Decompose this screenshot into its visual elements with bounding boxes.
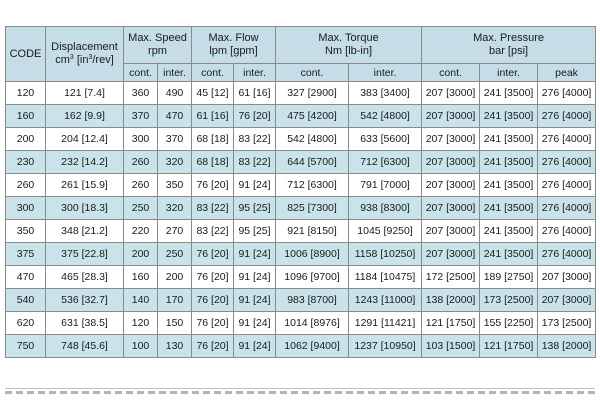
displacement-header [46,27,124,82]
pressure-peak-cell: 207 [3000] [538,289,596,312]
code-cell: 120 [6,82,46,105]
code-cell: 470 [6,266,46,289]
flow-cont-cell: 76 [20] [192,266,234,289]
table-body [6,82,596,358]
speed-inter-cell: 350 [158,174,192,197]
flow-inter-header: inter. [234,64,276,82]
pressure-cont-cell: 103 [1500] [422,335,480,358]
flow-inter-cell: 91 [24] [234,335,276,358]
pressure-cont-cell: 207 [3000] [422,174,480,197]
flow-cont-cell: 76 [20] [192,335,234,358]
table-row [6,243,596,266]
displacement-cell: 748 [45.6] [46,335,124,358]
speed-inter-cell: 130 [158,335,192,358]
table-row [6,312,596,335]
torque-cont-cell: 327 [2900] [276,82,349,105]
pressure-inter-cell: 241 [3500] [480,197,538,220]
speed-cont-cell: 120 [124,312,158,335]
table-row [6,289,596,312]
torque-inter-cell: 1184 [10475] [349,266,422,289]
speed-cont-cell: 250 [124,197,158,220]
flow-cont-cell: 61 [16] [192,105,234,128]
pressure-cont-cell: 207 [3000] [422,105,480,128]
pressure-cont-cell: 138 [2000] [422,289,480,312]
displacement-cell: 204 [12.4] [46,128,124,151]
pressure-peak-header: peak [538,64,596,82]
pressure-cont-cell: 207 [3000] [422,197,480,220]
code-cell: 540 [6,289,46,312]
torque-header: Max. Torque Nm [lb-in] [276,27,422,64]
torque-cont-cell: 921 [8150] [276,220,349,243]
pressure-inter-cell: 189 [2750] [480,266,538,289]
torque-cont-cell: 825 [7300] [276,197,349,220]
flow-inter-cell: 76 [20] [234,105,276,128]
flow-inter-cell: 91 [24] [234,243,276,266]
torque-inter-cell: 542 [4800] [349,105,422,128]
pressure-inter-cell: 173 [2500] [480,289,538,312]
speed-header: Max. Speed rpm [124,27,192,64]
torque-cont-cell: 644 [5700] [276,151,349,174]
speed-cont-cell: 160 [124,266,158,289]
speed-cont-cell: 140 [124,289,158,312]
pressure-peak-cell: 276 [4000] [538,128,596,151]
code-cell: 300 [6,197,46,220]
table-row [6,174,596,197]
speed-cont-cell: 220 [124,220,158,243]
speed-inter-header: inter. [158,64,192,82]
pressure-inter-cell: 241 [3500] [480,220,538,243]
speed-inter-cell: 470 [158,105,192,128]
pressure-inter-cell: 241 [3500] [480,151,538,174]
speed-inter-cell: 270 [158,220,192,243]
pressure-inter-cell: 155 [2250] [480,312,538,335]
torque-cont-cell: 475 [4200] [276,105,349,128]
torque-cont-cell: 1062 [9400] [276,335,349,358]
pressure-peak-cell: 276 [4000] [538,82,596,105]
code-cell: 260 [6,174,46,197]
speed-inter-cell: 200 [158,266,192,289]
table-row [6,151,596,174]
pressure-inter-cell: 241 [3500] [480,105,538,128]
pressure-peak-cell: 276 [4000] [538,174,596,197]
pressure-peak-cell: 138 [2000] [538,335,596,358]
code-cell: 350 [6,220,46,243]
flow-inter-cell: 91 [24] [234,289,276,312]
displacement-cell: 162 [9.9] [46,105,124,128]
torque-cont-cell: 1014 [8976] [276,312,349,335]
pressure-inter-cell: 121 [1750] [480,335,538,358]
table-row [6,335,596,358]
code-cell: 230 [6,151,46,174]
torque-cont-cell: 712 [6300] [276,174,349,197]
code-cell: 620 [6,312,46,335]
displacement-cell: 348 [21.2] [46,220,124,243]
pressure-cont-header: cont. [422,64,480,82]
flow-cont-cell: 83 [22] [192,197,234,220]
flow-inter-cell: 95 [25] [234,197,276,220]
displacement-cell: 631 [38.5] [46,312,124,335]
footnote-text-line [5,391,595,394]
table-row [6,82,596,105]
torque-inter-cell: 1243 [11000] [349,289,422,312]
torque-inter-cell: 712 [6300] [349,151,422,174]
code-cell: 375 [6,243,46,266]
code-cell: 160 [6,105,46,128]
flow-inter-cell: 83 [22] [234,151,276,174]
flow-cont-cell: 76 [20] [192,289,234,312]
flow-inter-cell: 91 [24] [234,174,276,197]
flow-cont-cell: 68 [18] [192,128,234,151]
torque-inter-header: inter. [349,64,422,82]
flow-header: Max. Flow lpm [gpm] [192,27,276,64]
flow-cont-cell: 76 [20] [192,312,234,335]
code-header: CODE [6,27,46,82]
flow-inter-cell: 61 [16] [234,82,276,105]
speed-inter-cell: 250 [158,243,192,266]
displacement-cell: 300 [18.3] [46,197,124,220]
table-row [6,128,596,151]
torque-inter-cell: 1237 [10950] [349,335,422,358]
pressure-cont-cell: 172 [2500] [422,266,480,289]
pressure-inter-cell: 241 [3500] [480,82,538,105]
table-row [6,105,596,128]
torque-cont-header: cont. [276,64,349,82]
pressure-peak-cell: 276 [4000] [538,105,596,128]
speed-inter-cell: 320 [158,197,192,220]
code-cell: 200 [6,128,46,151]
pressure-inter-cell: 241 [3500] [480,174,538,197]
torque-cont-cell: 983 [8700] [276,289,349,312]
flow-inter-cell: 91 [24] [234,266,276,289]
speed-inter-cell: 170 [158,289,192,312]
displacement-cell: 465 [28.3] [46,266,124,289]
footnote-rule [5,388,595,395]
specifications-table [5,26,596,358]
pressure-peak-cell: 207 [3000] [538,266,596,289]
table-header [6,27,596,82]
flow-inter-cell: 95 [25] [234,220,276,243]
displacement-cell: 232 [14.2] [46,151,124,174]
torque-inter-cell: 1291 [11421] [349,312,422,335]
pressure-cont-cell: 207 [3000] [422,151,480,174]
torque-inter-cell: 633 [5600] [349,128,422,151]
torque-inter-cell: 791 [7000] [349,174,422,197]
speed-cont-cell: 260 [124,174,158,197]
flow-cont-cell: 83 [22] [192,220,234,243]
pressure-inter-header: inter. [480,64,538,82]
torque-cont-cell: 1006 [8900] [276,243,349,266]
flow-cont-cell: 76 [20] [192,243,234,266]
pressure-peak-cell: 276 [4000] [538,151,596,174]
speed-cont-cell: 360 [124,82,158,105]
flow-cont-cell: 68 [18] [192,151,234,174]
displacement-cell: 261 [15.9] [46,174,124,197]
speed-inter-cell: 320 [158,151,192,174]
pressure-inter-cell: 241 [3500] [480,243,538,266]
pressure-peak-cell: 173 [2500] [538,312,596,335]
displacement-cell: 121 [7.4] [46,82,124,105]
pressure-peak-cell: 276 [4000] [538,197,596,220]
torque-inter-cell: 1045 [9250] [349,220,422,243]
pressure-cont-cell: 121 [1750] [422,312,480,335]
speed-inter-cell: 150 [158,312,192,335]
speed-cont-cell: 300 [124,128,158,151]
flow-inter-cell: 91 [24] [234,312,276,335]
displacement-header-unit: $cm^3$ $[in^3/rev]$ [55,54,114,66]
pressure-cont-cell: 207 [3000] [422,128,480,151]
speed-cont-cell: 100 [124,335,158,358]
speed-cont-cell: 370 [124,105,158,128]
speed-inter-cell: 490 [158,82,192,105]
torque-inter-cell: 383 [3400] [349,82,422,105]
pressure-inter-cell: 241 [3500] [480,128,538,151]
table-row [6,220,596,243]
speed-cont-cell: 200 [124,243,158,266]
flow-cont-cell: 76 [20] [192,174,234,197]
table-row [6,266,596,289]
pressure-cont-cell: 207 [3000] [422,82,480,105]
flow-inter-cell: 83 [22] [234,128,276,151]
speed-inter-cell: 370 [158,128,192,151]
torque-cont-cell: 1096 [9700] [276,266,349,289]
pressure-cont-cell: 207 [3000] [422,243,480,266]
specifications-table-container [5,26,595,358]
torque-inter-cell: 1158 [10250] [349,243,422,266]
pressure-header: Max. Pressure bar [psi] [422,27,596,64]
flow-cont-header: cont. [192,64,234,82]
code-cell: 750 [6,335,46,358]
pressure-peak-cell: 276 [4000] [538,220,596,243]
displacement-cell: 536 [32.7] [46,289,124,312]
torque-cont-cell: 542 [4800] [276,128,349,151]
displacement-cell: 375 [22.8] [46,243,124,266]
flow-cont-cell: 45 [12] [192,82,234,105]
speed-cont-header: cont. [124,64,158,82]
table-row [6,197,596,220]
torque-inter-cell: 938 [8300] [349,197,422,220]
pressure-cont-cell: 207 [3000] [422,220,480,243]
pressure-peak-cell: 276 [4000] [538,243,596,266]
speed-cont-cell: 260 [124,151,158,174]
displacement-header-line1: Displacement [51,41,118,53]
